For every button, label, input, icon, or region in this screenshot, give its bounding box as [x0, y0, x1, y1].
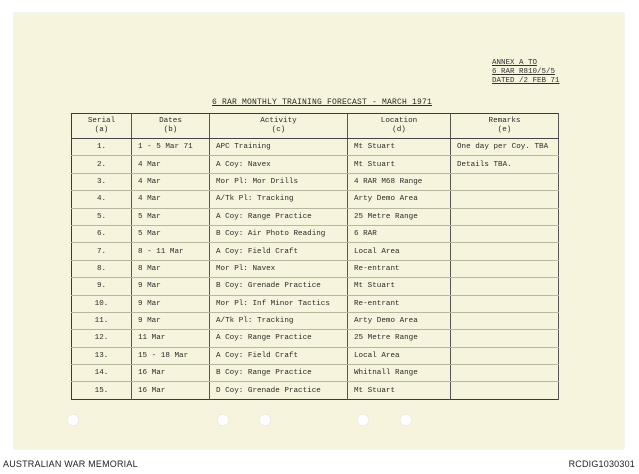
- cell-remarks: [451, 173, 559, 190]
- cell-dates: 15 - 18 Mar: [132, 347, 210, 364]
- cell-dates: 8 - 11 Mar: [132, 243, 210, 260]
- table-row: [72, 139, 559, 156]
- cell-dates: 1 - 5 Mar 71: [132, 139, 210, 156]
- cell-dates: 16 Mar: [132, 365, 210, 382]
- column-header-serial: [72, 114, 132, 139]
- cell-remarks: [451, 295, 559, 312]
- cell-remarks: [451, 312, 559, 329]
- cell-location: Local Area: [348, 243, 451, 260]
- cell-location: Re-entrant: [348, 295, 451, 312]
- cell-serial: 4.: [72, 191, 132, 208]
- cell-remarks: [451, 382, 559, 399]
- punch-hole: [259, 414, 271, 426]
- column-header-sub: (e): [497, 126, 512, 134]
- cell-dates: 11 Mar: [132, 330, 210, 347]
- column-header-activity: [210, 114, 348, 139]
- table-row: [72, 330, 559, 347]
- column-header-location: [348, 114, 451, 139]
- table-row: [72, 260, 559, 277]
- table-row: [72, 243, 559, 260]
- column-header-sub: (c): [271, 126, 286, 134]
- cell-location: 4 RAR M68 Range: [348, 173, 451, 190]
- cell-remarks: One day per Coy. TBA: [451, 139, 559, 156]
- column-header-sub: (a): [94, 126, 109, 134]
- column-header-label: Location: [380, 117, 418, 125]
- cell-remarks: [451, 330, 559, 347]
- footer-archive-name: AUSTRALIAN WAR MEMORIAL: [3, 459, 138, 469]
- cell-serial: 5.: [72, 208, 132, 225]
- cell-location: Mt Stuart: [348, 278, 451, 295]
- column-header-remarks: [451, 114, 559, 139]
- column-header-label: Serial: [87, 117, 116, 125]
- cell-dates: 5 Mar: [132, 208, 210, 225]
- cell-serial: 10.: [72, 295, 132, 312]
- cell-location: Mt Stuart: [348, 156, 451, 173]
- training-forecast-table: [71, 113, 559, 400]
- cell-location: Whitnall Range: [348, 365, 451, 382]
- cell-activity: A Coy: Range Practice: [210, 330, 348, 347]
- cell-serial: 13.: [72, 347, 132, 364]
- annex-line-2: 6 RAR R810/5/5: [492, 68, 556, 76]
- cell-activity: B Coy: Air Photo Reading: [210, 225, 348, 242]
- cell-dates: 9 Mar: [132, 278, 210, 295]
- cell-activity: A Coy: Field Craft: [210, 243, 348, 260]
- cell-dates: 4 Mar: [132, 173, 210, 190]
- cell-serial: 11.: [72, 312, 132, 329]
- cell-remarks: Details TBA.: [451, 156, 559, 173]
- cell-location: Local Area: [348, 347, 451, 364]
- table-row: [72, 278, 559, 295]
- table-body: [72, 139, 559, 400]
- table-row: [72, 208, 559, 225]
- annex-reference: [492, 59, 560, 86]
- cell-serial: 7.: [72, 243, 132, 260]
- cell-serial: 1.: [72, 139, 132, 156]
- cell-activity: A Coy: Field Craft: [210, 347, 348, 364]
- table-row: [72, 156, 559, 173]
- column-header-label: Remarks: [488, 117, 521, 125]
- document-title: 6 RAR MONTHLY TRAINING FORECAST - MARCH 1971: [212, 98, 433, 107]
- cell-activity: A Coy: Range Practice: [210, 208, 348, 225]
- cell-location: Re-entrant: [348, 260, 451, 277]
- table-row: [72, 365, 559, 382]
- cell-serial: 6.: [72, 225, 132, 242]
- cell-dates: 9 Mar: [132, 312, 210, 329]
- cell-location: Arty Demo Area: [348, 191, 451, 208]
- cell-location: Arty Demo Area: [348, 312, 451, 329]
- table-row: [72, 225, 559, 242]
- cell-location: 6 RAR: [348, 225, 451, 242]
- cell-remarks: [451, 278, 559, 295]
- column-header-sub: (d): [392, 126, 406, 134]
- cell-activity: B Coy: Range Practice: [210, 365, 348, 382]
- cell-dates: 9 Mar: [132, 295, 210, 312]
- cell-activity: A Coy: Navex: [210, 156, 348, 173]
- cell-activity: Mor Pl: Navex: [210, 260, 348, 277]
- cell-location: 25 Metre Range: [348, 208, 451, 225]
- cell-activity: Mor Pl: Inf Minor Tactics: [210, 295, 348, 312]
- cell-remarks: [451, 243, 559, 260]
- table-row: [72, 382, 559, 399]
- cell-serial: 14.: [72, 365, 132, 382]
- table-row: [72, 295, 559, 312]
- cell-remarks: [451, 365, 559, 382]
- cell-remarks: [451, 208, 559, 225]
- table-row: [72, 173, 559, 190]
- cell-dates: 4 Mar: [132, 191, 210, 208]
- column-header-sub: (b): [163, 126, 178, 134]
- cell-activity: APC Training: [210, 139, 348, 156]
- cell-dates: 16 Mar: [132, 382, 210, 399]
- cell-remarks: [451, 191, 559, 208]
- cell-dates: 4 Mar: [132, 156, 210, 173]
- punch-hole: [67, 414, 79, 426]
- column-header-label: Dates: [159, 117, 182, 125]
- cell-activity: B Coy: Grenade Practice: [210, 278, 348, 295]
- cell-serial: 2.: [72, 156, 132, 173]
- cell-activity: Mor Pl: Mor Drills: [210, 173, 348, 190]
- punch-hole: [217, 414, 229, 426]
- column-header-dates: [132, 114, 210, 139]
- cell-remarks: [451, 260, 559, 277]
- cell-dates: 8 Mar: [132, 260, 210, 277]
- footer-record-id: RCDIG1030301: [568, 459, 635, 469]
- cell-serial: 15.: [72, 382, 132, 399]
- cell-location: Mt Stuart: [348, 382, 451, 399]
- cell-activity: A/Tk Pl: Tracking: [210, 312, 348, 329]
- table-row: [72, 312, 559, 329]
- cell-serial: 3.: [72, 173, 132, 190]
- cell-location: Mt Stuart: [348, 139, 451, 156]
- cell-dates: 5 Mar: [132, 225, 210, 242]
- table-header-row: [72, 114, 559, 139]
- column-header-label: Activity: [260, 117, 297, 125]
- cell-activity: D Coy: Grenade Practice: [210, 382, 348, 399]
- punch-hole: [400, 414, 412, 426]
- cell-serial: 8.: [72, 260, 132, 277]
- cell-location: 25 Metre Range: [348, 330, 451, 347]
- cell-serial: 12.: [72, 330, 132, 347]
- annex-line-1: ANNEX A TO: [492, 59, 538, 67]
- cell-remarks: [451, 347, 559, 364]
- punch-hole: [357, 414, 369, 426]
- cell-serial: 9.: [72, 278, 132, 295]
- table-row: [72, 347, 559, 364]
- table-row: [72, 191, 559, 208]
- cell-remarks: [451, 225, 559, 242]
- cell-activity: A/Tk Pl: Tracking: [210, 191, 348, 208]
- annex-line-3: DATED /2 FEB 71: [492, 77, 560, 85]
